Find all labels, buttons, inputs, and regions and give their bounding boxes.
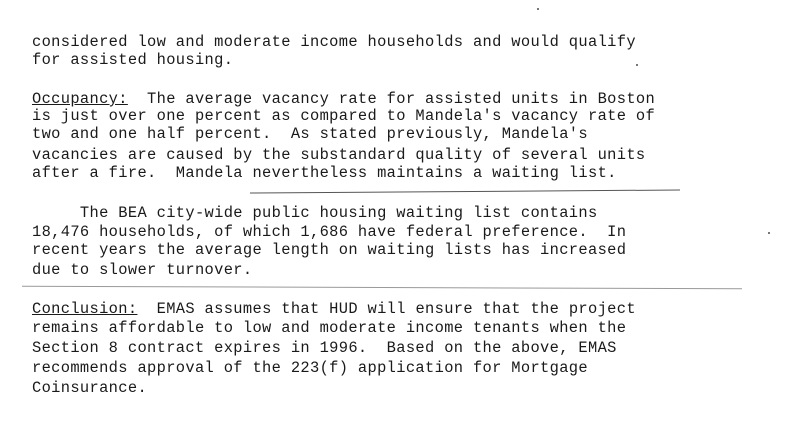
scan-speck <box>768 232 770 234</box>
scan-speck <box>636 64 638 66</box>
bea-line-3: recent years the average length on waiting lists has increased <box>32 241 627 259</box>
conclusion-first-line-text: EMAS assumes that HUD will ensure that the project <box>137 300 636 318</box>
occupancy-line-5: after a fire. Mandela nevertheless maintains a waiting list. <box>32 164 617 182</box>
conclusion-heading: Conclusion: <box>32 300 138 318</box>
bea-line-4: due to slower turnover. <box>32 261 253 279</box>
bea-line-1: The BEA city-wide public housing waiting list contains <box>32 204 598 222</box>
p1-line-2: for assisted housing. <box>32 51 234 69</box>
slip-top-edge <box>250 189 680 193</box>
conclusion-line-5: Coinsurance. <box>32 379 148 397</box>
conclusion-line-4: recommends approval of the 223(f) application for Mortgage <box>32 359 588 377</box>
conclusion-line-2: remains affordable to low and moderate income tenants when the <box>32 319 627 337</box>
occupancy-line-3: two and one half percent. As stated previously, Mandela's <box>32 125 588 143</box>
slip-bottom-edge <box>22 286 742 290</box>
occupancy-first-line <box>32 91 655 108</box>
conclusion-line-3: Section 8 contract expires in 1996. Based on the above, EMAS <box>32 339 617 357</box>
bea-line-2: 18,476 households, of which 1,686 have federal preference. In <box>32 223 627 241</box>
occupancy-line-4: vacancies are caused by the substandard quality of several units <box>32 146 646 164</box>
occupancy-first-line-text: The average vacancy rate for assisted units in Boston <box>127 90 656 108</box>
occupancy-heading: Occupancy: <box>32 90 128 108</box>
p1-line-1: considered low and moderate income households and would qualify <box>32 33 636 51</box>
scan-speck <box>537 8 539 10</box>
conclusion-first-line <box>32 301 636 318</box>
occupancy-line-2: is just over one percent as compared to Mandela's vacancy rate of <box>32 107 656 125</box>
